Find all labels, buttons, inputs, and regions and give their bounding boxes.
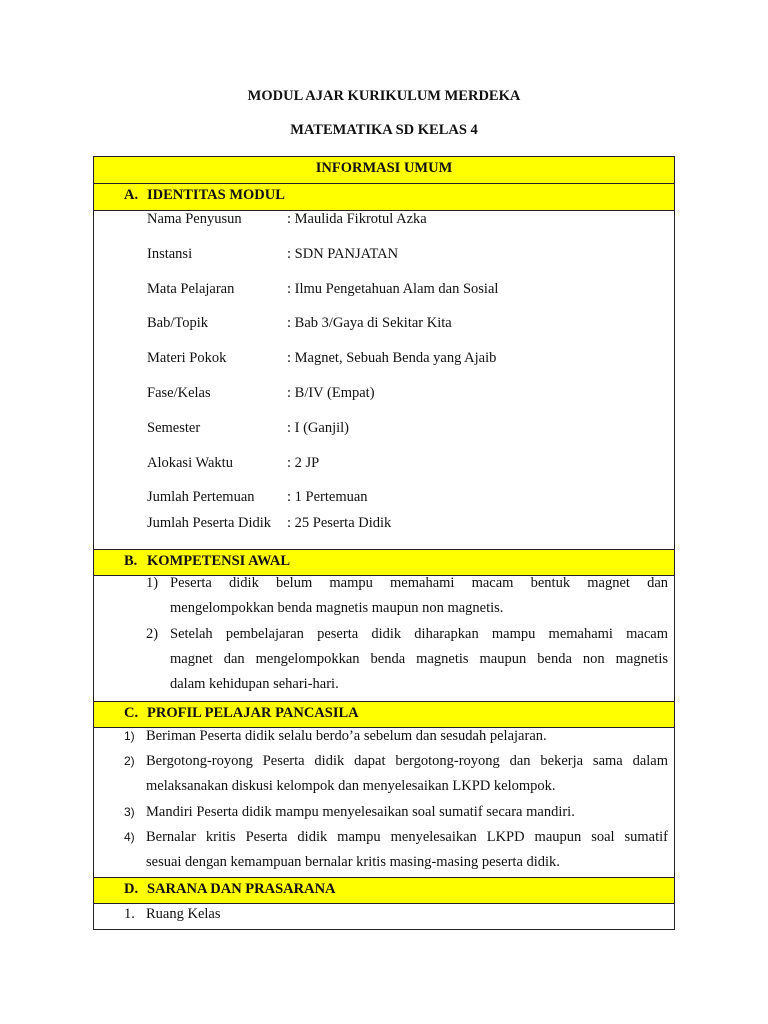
identity-key: Bab/Topik	[147, 315, 209, 331]
item-number: 1.	[124, 906, 135, 922]
section-d-label: SARANA DAN PRASARANA	[147, 881, 336, 897]
kompetensi-item-2	[146, 622, 668, 697]
item-line: melaksanakan diskusi kelompok dan menyelesaikan LKPD kelompok.	[146, 778, 556, 794]
section-c-letter: C.	[124, 705, 139, 721]
item-line: Beriman Peserta didik selalu berdo’a sebelum dan sesudah pelajaran.	[146, 728, 547, 744]
identity-value: : 1 Pertemuan	[287, 489, 368, 505]
module-info-table	[93, 156, 675, 930]
section-c-label: PROFIL PELAJAR PANCASILA	[147, 705, 359, 721]
identity-value: : Bab 3/Gaya di Sekitar Kita	[287, 315, 452, 331]
section-a-header	[94, 184, 674, 211]
item-number: 2)	[124, 754, 135, 768]
identity-key: Instansi	[147, 246, 193, 262]
item-line: Mandiri Peserta didik mampu menyelesaikan soal sumatif secara mandiri.	[146, 804, 575, 820]
identity-value: : Magnet, Sebuah Benda yang Ajaib	[287, 350, 497, 366]
item-number: 2)	[146, 626, 159, 642]
identity-row-fase-kelas	[147, 383, 667, 403]
informasi-umum-header: INFORMASI UMUM	[94, 157, 674, 184]
identity-row-jumlah-pertemuan	[147, 487, 667, 507]
identity-value: : Maulida Fikrotul Azka	[287, 211, 427, 227]
profil-item-2	[124, 749, 668, 799]
identity-row-jumlah-peserta-didik	[147, 513, 667, 533]
document-subtitle: MATEMATIKA SD KELAS 4	[290, 122, 478, 138]
item-line: Bernalar kritis Peserta didik mampu menyelesaikan LKPD maupun soal sumatif	[146, 829, 668, 845]
profil-item-3	[124, 800, 668, 825]
item-line: Peserta didik belum mampu memahami macam bentuk magnet dan	[170, 575, 668, 591]
identity-key: Nama Penyusun	[147, 211, 242, 227]
identity-key: Materi Pokok	[147, 350, 227, 366]
identity-value: : I (Ganjil)	[287, 420, 350, 436]
section-d-letter: D.	[124, 881, 139, 897]
item-line: Setelah pembelajaran peserta didik diharapkan mampu memahami macam	[170, 626, 668, 642]
identity-key: Jumlah Pertemuan	[147, 489, 255, 505]
profil-item-4	[124, 825, 668, 875]
item-line: sesuai dengan kemampuan bernalar kritis masing-masing peserta didik.	[146, 854, 560, 870]
item-line: magnet dan mengelompokkan benda magnetis maupun benda non magnetis	[170, 651, 668, 667]
identity-row-alokasi-waktu	[147, 453, 667, 473]
identity-value: : 2 JP	[287, 455, 320, 471]
item-line: Ruang Kelas	[146, 906, 221, 922]
identity-key: Jumlah Peserta Didik	[147, 515, 272, 531]
identity-value: : B/IV (Empat)	[287, 385, 375, 401]
identity-row-nama-penyusun	[147, 209, 667, 229]
item-number: 1)	[146, 575, 159, 591]
section-a-label: IDENTITAS MODUL	[147, 187, 285, 203]
item-number: 1)	[124, 729, 135, 743]
sarana-item-1	[124, 902, 668, 927]
identity-value: : Ilmu Pengetahuan Alam dan Sosial	[287, 281, 499, 297]
identity-key: Alokasi Waktu	[147, 455, 233, 471]
item-line: mengelompokkan benda magnetis maupun non magnetis.	[170, 600, 504, 616]
identity-key: Mata Pelajaran	[147, 281, 235, 297]
item-number: 3)	[124, 805, 135, 819]
identity-row-mata-pelajaran	[147, 279, 667, 299]
identity-key: Semester	[147, 420, 201, 436]
section-a-letter: A.	[124, 187, 139, 203]
item-line: Bergotong-royong Peserta didik dapat bergotong-royong dan bekerja sama dalam	[146, 753, 668, 769]
identity-value: : SDN PANJATAN	[287, 246, 399, 262]
section-b-label: KOMPETENSI AWAL	[147, 553, 291, 569]
item-number: 4)	[124, 830, 135, 844]
section-b-letter: B.	[124, 553, 138, 569]
identity-key: Fase/Kelas	[147, 385, 211, 401]
item-line: dalam kehidupan sehari-hari.	[170, 676, 339, 692]
identity-row-bab-topik	[147, 313, 667, 333]
identity-row-semester	[147, 418, 667, 438]
kompetensi-item-1	[146, 571, 668, 621]
profil-item-1	[124, 724, 668, 749]
identity-row-materi-pokok	[147, 348, 667, 368]
section-d-header	[94, 877, 674, 904]
identity-value: : 25 Peserta Didik	[287, 515, 392, 531]
document-title: MODUL AJAR KURIKULUM MERDEKA	[247, 88, 521, 104]
identity-row-instansi	[147, 244, 667, 264]
